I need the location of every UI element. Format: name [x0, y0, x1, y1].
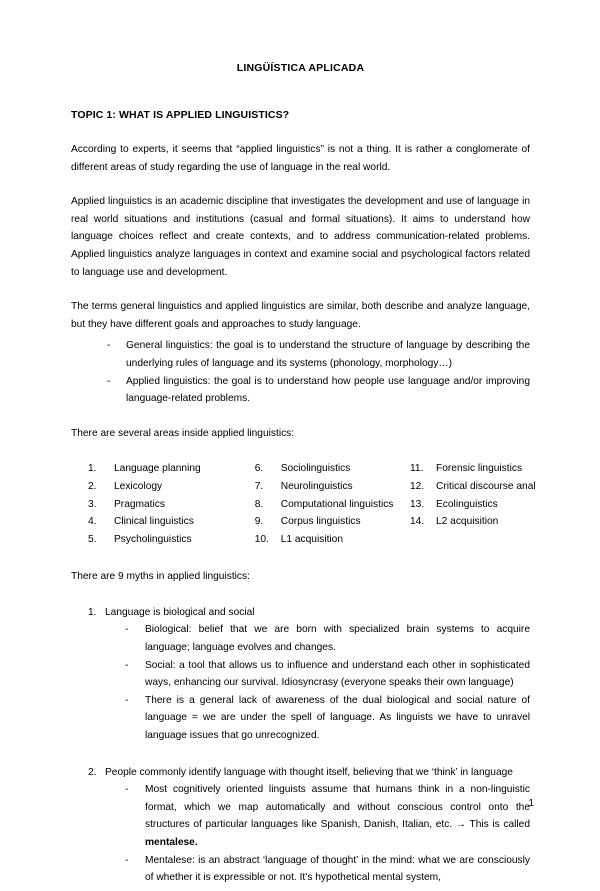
list-item-number: 1. [88, 463, 97, 475]
list-item-label: Pragmatics [114, 498, 165, 510]
list-item-text: Biological: belief that we are born with specialized brain systems to acquire language; language evolves and changes. [145, 624, 530, 654]
paragraph-comparison-lead: The terms general linguistics and applied linguistics are similar, both describe and analyze language, but they have different goals and approaches to study language. [71, 301, 530, 330]
list-item-number: 8. [254, 498, 264, 510]
myths-list [71, 604, 530, 887]
applied-linguistics-areas [71, 460, 536, 548]
list-item-label: Sociolinguistics [280, 463, 351, 475]
myth-number: 2. [88, 766, 97, 778]
list-item-label: Critical discourse anal [436, 480, 536, 492]
dash-bullet-icon: - [125, 784, 129, 796]
list-item [410, 478, 536, 496]
paragraph-definition: Applied linguistics is an academic discipline that investigates the development and use of language in real world situations and institutions (casual and formal situations). It aims to understand how language choices reflect and create contexts, and to address communication-related problems. Applied linguistics analyze languages in context and examine social and psychological factors related to language use and development. [71, 196, 530, 278]
list-item-number: 7. [254, 480, 264, 492]
dash-bullet-icon: - [125, 624, 129, 636]
list-item-number: 2. [88, 480, 97, 492]
list-item-label: Clinical linguistics [114, 516, 194, 528]
list-item-label: Computational linguistics [280, 498, 394, 510]
list-item [255, 531, 410, 549]
list-item [88, 531, 255, 549]
list-item-label: L1 acquisition [280, 533, 344, 545]
list-item [410, 496, 530, 514]
list-item [105, 781, 530, 851]
dash-bullet-icon: - [107, 375, 111, 387]
dash-bullet-icon: - [125, 659, 129, 671]
comparison-list [71, 337, 530, 407]
list-item-label: Corpus linguistics [280, 516, 361, 528]
list-item [410, 460, 530, 478]
paragraph-myths-lead: There are 9 myths in applied linguistics: [71, 571, 250, 583]
list-item-label: Ecolinguistics [436, 498, 498, 510]
list-item [410, 513, 530, 531]
list-item-number: 13. [410, 498, 425, 510]
paragraph-areas-lead: There are several areas inside applied linguistics: [71, 427, 295, 439]
myth-number: 1. [88, 606, 97, 618]
list-item [71, 337, 530, 372]
list-item [105, 852, 530, 887]
list-item-number: 6. [254, 463, 264, 475]
list-item-label: L2 acquisition [436, 516, 499, 528]
list-item-text-before-bold: Most cognitively oriented linguists assume that humans think in a non-linguistic format, which we map automatically and without conscious control onto the structures of particular languages like Spanish, Danish, Italian, etc. → This is called [145, 784, 530, 831]
list-item-number: 5. [88, 533, 97, 545]
list-item-number: 12. [410, 480, 425, 492]
section-heading: TOPIC 1: WHAT IS APPLIED LINGUISTICS? [71, 109, 290, 121]
list-item [255, 460, 410, 478]
list-item-number: 11. [410, 463, 424, 475]
paragraph-intro: According to experts, it seems that “applied linguistics” is not a thing. It is rather a conglomerate of different areas of study regarding the use of language in the real world. [71, 144, 530, 173]
dash-bullet-icon: - [107, 340, 111, 352]
list-item-text: Social: a tool that allows us to influence and understand each other in sophisticated ways, enhancing our survival. Idiosyncrasy (everyone speaks their own language) [145, 659, 530, 689]
list-item-label: Psycholinguistics [114, 533, 192, 545]
list-item-text: There is a general lack of awareness of the dual biological and social nature of language = we are under the spell of language. As linguists we have to unravel language issues that go unrecognized. [145, 694, 530, 742]
list-item-bold-term: mentalese. [145, 837, 198, 848]
list-item-number: 9. [254, 516, 264, 528]
myth-item [71, 604, 530, 745]
list-item-number: 10. [254, 533, 269, 545]
areas-column-1 [71, 460, 255, 548]
dash-bullet-icon: - [125, 854, 129, 866]
list-item-label: Lexicology [114, 480, 163, 492]
list-item-number: 14. [410, 516, 425, 528]
list-item [88, 496, 255, 514]
list-item [71, 373, 530, 408]
areas-column-3 [410, 460, 536, 548]
list-item [105, 692, 530, 745]
list-item [255, 496, 410, 514]
document-content [71, 62, 536, 891]
list-item-number: 4. [88, 516, 97, 528]
areas-column-2 [255, 460, 410, 548]
list-item [105, 621, 530, 656]
list-item [88, 460, 255, 478]
list-item-label: Language planning [114, 463, 201, 475]
myth-title: People commonly identify language with thought itself, believing that we ‘think’ in language [105, 766, 513, 778]
list-item [105, 657, 530, 692]
list-item [255, 478, 410, 496]
list-item-label: Forensic linguistics [436, 463, 523, 475]
dash-bullet-icon: - [125, 694, 129, 706]
myth-points [105, 781, 530, 887]
list-item [255, 513, 410, 531]
page-number: 1 [528, 798, 534, 809]
list-item [88, 478, 255, 496]
myth-title: Language is biological and social [105, 606, 255, 618]
document-title: LINGÜÍSTICA APLICADA [236, 62, 365, 74]
myth-item [71, 764, 530, 887]
list-item-text: General linguistics: the goal is to understand the structure of language by describing the underlying rules of language and its systems (phonology, morphology…) [126, 340, 530, 369]
list-item-text: Applied linguistics: the goal is to understand how people use language and/or improving language-related problems. [126, 375, 530, 405]
list-item-label: Neurolinguistics [280, 480, 353, 492]
list-item-text: Mentalese: is an abstract ‘language of thought’ in the mind: what we are consciously of whether it is expressible or not. It’s hypothetical mental system, [145, 854, 530, 884]
list-item [88, 513, 255, 531]
myth-points [105, 621, 530, 744]
list-item-number: 3. [88, 498, 97, 510]
